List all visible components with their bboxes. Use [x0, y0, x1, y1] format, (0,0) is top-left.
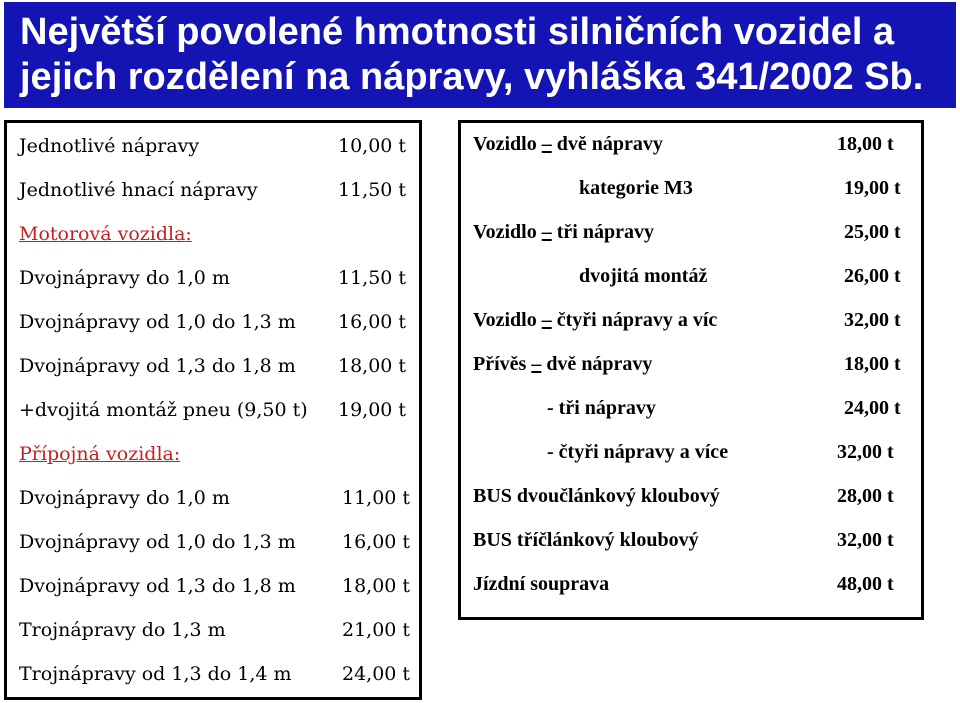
right-row: [461, 129, 921, 159]
row-value: 11,00 t: [342, 487, 411, 509]
left-row: [7, 263, 419, 293]
row-label: Jednotlivé nápravy: [19, 135, 200, 157]
row-label: kategorie M3: [579, 177, 693, 199]
row-value: 32,00 t: [837, 529, 894, 551]
row-label: Trojnápravy do 1,3 m: [19, 619, 226, 641]
left-row: [7, 351, 419, 381]
row-label: - tři nápravy: [547, 397, 656, 419]
right-row: [461, 481, 921, 511]
right-row: [461, 525, 921, 555]
row-value: 11,50 t: [338, 179, 407, 201]
dash-separator: –: [541, 133, 552, 155]
right-row: [461, 437, 921, 467]
row-value: 18,00 t: [844, 353, 901, 375]
row-value: 10,00 t: [338, 135, 407, 157]
row-label: +dvojitá montáž pneu (9,50 t): [19, 399, 308, 421]
row-value: 18,00 t: [342, 575, 411, 597]
left-section-heading: [7, 219, 419, 249]
row-value: 21,00 t: [342, 619, 411, 641]
row-label: - čtyři nápravy a více: [547, 441, 729, 463]
row-value: 48,00 t: [837, 573, 894, 595]
right-row: [461, 261, 921, 291]
left-section-heading: [7, 439, 419, 469]
left-row: [7, 175, 419, 205]
right-row: [461, 569, 921, 599]
dash-separator: –: [541, 309, 552, 331]
row-label: Dvojnápravy do 1,0 m: [19, 267, 230, 289]
row-value: 25,00 t: [844, 221, 901, 243]
row-label: Jízdní souprava: [473, 573, 610, 595]
left-row: [7, 659, 419, 689]
section-heading-trailers: Přípojná vozidla:: [19, 443, 181, 465]
slide-title: [4, 2, 956, 108]
row-value: 11,50 t: [338, 267, 407, 289]
row-label: BUS tříčlánkový kloubový: [473, 529, 699, 551]
left-row: [7, 395, 419, 425]
right-row: [461, 349, 921, 379]
row-label: Přívěs – dvě nápravy: [473, 353, 653, 375]
row-value: 16,00 t: [342, 531, 411, 553]
right-row: [461, 393, 921, 423]
row-label: Dvojnápravy od 1,0 do 1,3 m: [19, 531, 296, 553]
row-label: Dvojnápravy do 1,0 m: [19, 487, 230, 509]
row-label: Dvojnápravy od 1,3 do 1,8 m: [19, 355, 296, 377]
row-label: Vozidlo – čtyři nápravy a víc: [473, 309, 718, 331]
row-value: 26,00 t: [844, 265, 901, 287]
row-label: BUS dvoučlánkový kloubový: [473, 485, 720, 507]
row-value: 24,00 t: [844, 397, 901, 419]
row-value: 19,00 t: [338, 399, 407, 421]
left-row: [7, 483, 419, 513]
left-row: [7, 527, 419, 557]
title-line-1: Největší povolené hmotnosti silničních vozidel a: [20, 11, 895, 53]
right-row: [461, 305, 921, 335]
right-row: [461, 217, 921, 247]
row-value: 18,00 t: [338, 355, 407, 377]
left-row: [7, 307, 419, 337]
section-heading-motor-vehicles: Motorová vozidla:: [19, 223, 192, 245]
row-value: 28,00 t: [837, 485, 894, 507]
row-value: 32,00 t: [837, 441, 894, 463]
left-row: [7, 615, 419, 645]
row-label: Dvojnápravy od 1,3 do 1,8 m: [19, 575, 296, 597]
row-value: 24,00 t: [342, 663, 411, 685]
row-label: Vozidlo – tři nápravy: [473, 221, 654, 243]
dash-separator: –: [531, 353, 542, 375]
row-label: Vozidlo – dvě nápravy: [473, 133, 663, 155]
row-value: 16,00 t: [338, 311, 407, 333]
dash-separator: –: [541, 221, 552, 243]
row-value: 19,00 t: [844, 177, 901, 199]
left-row: [7, 571, 419, 601]
row-label: Dvojnápravy od 1,0 do 1,3 m: [19, 311, 296, 333]
row-label: Jednotlivé hnací nápravy: [19, 179, 258, 201]
title-line-2: jejich rozdělení na nápravy, vyhláška 341/2002 Sb.: [20, 56, 924, 98]
right-row: [461, 173, 921, 203]
row-label: dvojitá montáž: [579, 265, 708, 287]
right-weight-table: [458, 120, 924, 620]
left-row: [7, 131, 419, 161]
row-value: 18,00 t: [837, 133, 894, 155]
row-value: 32,00 t: [844, 309, 901, 331]
row-label: Trojnápravy od 1,3 do 1,4 m: [19, 663, 292, 685]
left-weight-table: [4, 120, 422, 700]
